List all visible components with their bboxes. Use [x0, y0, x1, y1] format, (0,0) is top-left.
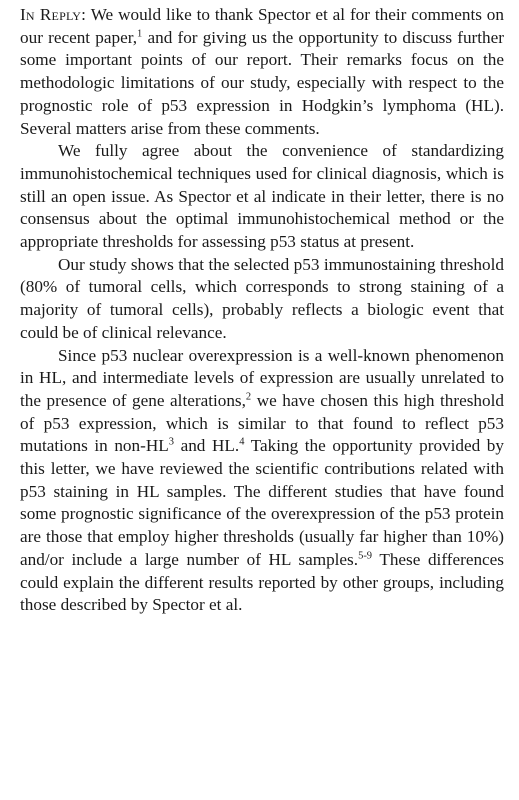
paragraph-4	[20, 345, 504, 617]
citation-superscript: 1	[137, 27, 143, 39]
text-run: Since p53 nuclear overexpression is a well-known phenomenon in HL, and intermediate levels of expression are usually unrelated to the presence of gene alterations,	[20, 345, 504, 410]
citation-superscript: 3	[168, 436, 174, 448]
text-run: and HL.	[174, 436, 240, 456]
citation-superscript: 4	[239, 436, 245, 448]
text-run: Our study shows that the selected p53 immunostaining threshold (80% of tumoral cells, which corresponds to strong staining of a majority of tumoral cells), probably reflects a biologic event that could be of clinical relevance.	[20, 254, 504, 342]
text-run: we have chosen this high threshold of p53 expression, which is similar to that found to reflect p53 mutations in non-HL	[20, 390, 504, 456]
text-run: We would like to thank Spector et al for their comments on our recent paper,	[20, 5, 504, 47]
text-run: Taking the opportunity provided by this letter, we have reviewed the scientific contributions related with p53 staining in HL samples. The different studies that have found some prognostic significance of the overexpression of the p53 protein are those that employ higher thresholds (usually far higher than 10%) and/or include a large number of HL samples.	[20, 436, 504, 569]
paragraph-3	[20, 254, 504, 345]
citation-superscript: 2	[245, 391, 252, 403]
paragraph-2	[20, 140, 504, 254]
paragraph-1	[20, 4, 504, 140]
in-reply-heading: In Reply:	[20, 5, 87, 24]
text-run: These differences could explain the different results reported by other groups, including those described by Spector et al.	[20, 549, 504, 615]
text-run: and for giving us the opportunity to discuss further some important points of our report. Their remarks focus on the methodologic limitations of our study, especially with respect to the prognostic role of p53 expression in Hodgkin’s lymphoma (HL). Several matters arise from these comments.	[20, 27, 505, 138]
citation-superscript: 5-9	[358, 550, 373, 562]
text-run: We fully agree about the convenience of standardizing immunohistochemical techniques used for clinical diagnosis, which is still an open issue. As Spector et al indicate in their letter, there is no consensus about the optimal immunohistochemical method or the appropriate thresholds for assessing p53 status at present.	[20, 141, 504, 252]
